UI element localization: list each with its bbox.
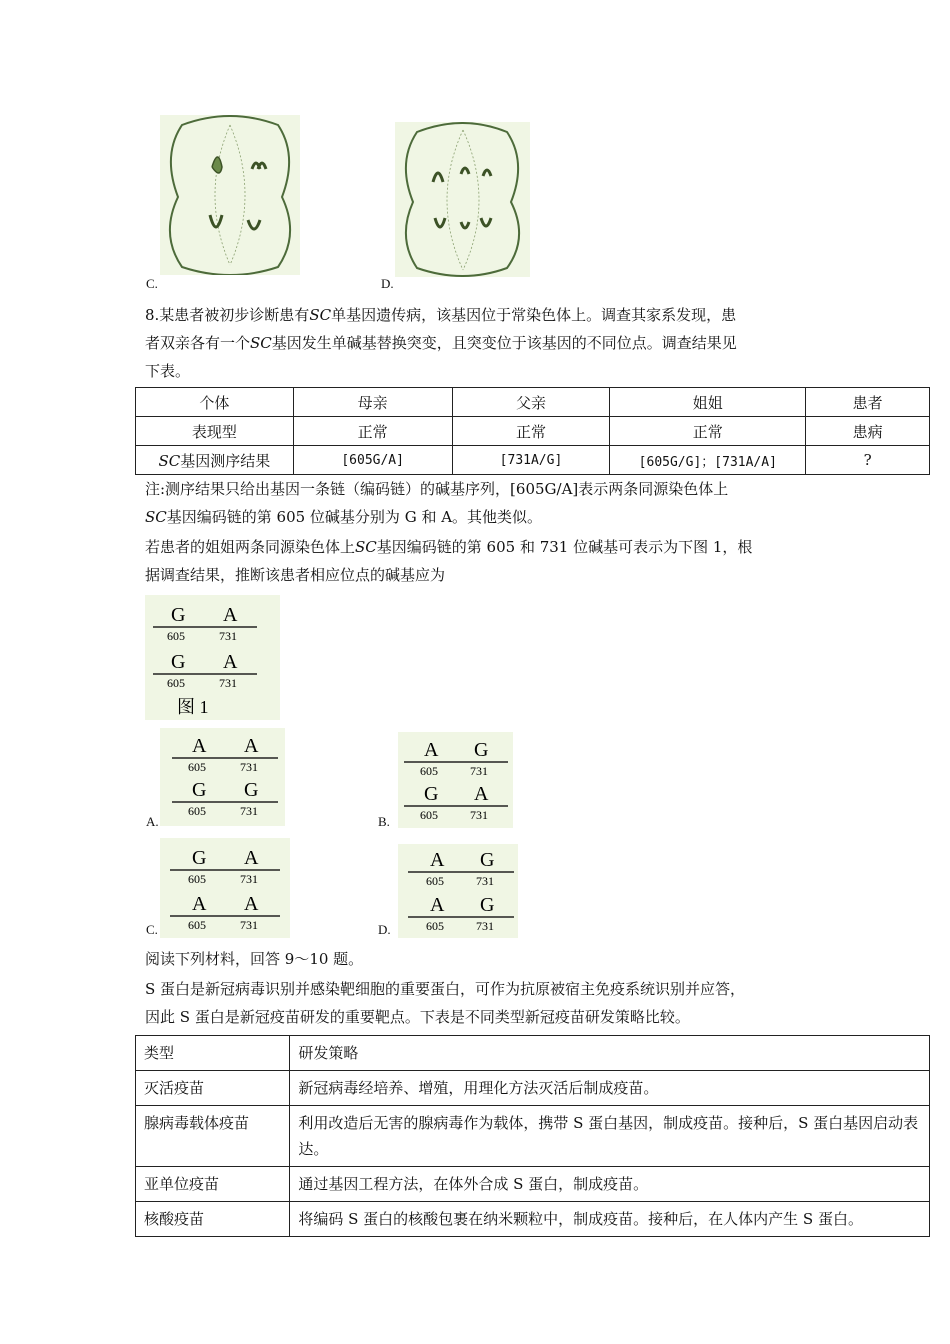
table-cell: 正常	[293, 417, 452, 446]
note-line2-text: 基因编码链的第 605 位碱基分别为 G 和 A。其他类似。	[166, 508, 543, 526]
option-d-svg	[398, 844, 518, 938]
option-b-figure	[398, 732, 513, 828]
table-cell	[136, 446, 294, 475]
table-cell: [731A/G]	[452, 446, 610, 475]
header-cell: 研发策略	[290, 1036, 930, 1071]
row3-label: 基因测序结果	[180, 451, 271, 470]
option-d-label: D.	[378, 922, 391, 937]
pos-label: 605	[426, 874, 444, 888]
header-cell: 个体	[136, 388, 294, 417]
option-b-label: B.	[378, 814, 390, 829]
option-c-figure	[160, 838, 290, 938]
table-cell: 腺病毒载体疫苗	[136, 1106, 290, 1167]
header-cell: 父亲	[452, 388, 610, 417]
cell-d-svg	[395, 122, 530, 277]
cell-diagram-d	[395, 122, 530, 277]
table-cell: 灭活疫苗	[136, 1071, 290, 1106]
option-a-label: A.	[146, 814, 159, 829]
base: G	[192, 779, 207, 801]
note-line4: 据调查结果，推断该患者相应位点的碱基应为	[145, 566, 446, 584]
base: G	[192, 847, 207, 869]
base: G	[424, 783, 439, 805]
pos-label: 731	[470, 808, 488, 822]
table-row	[136, 388, 930, 417]
pos-label: 605	[188, 872, 206, 886]
option-c-label-top: C.	[146, 276, 158, 291]
q8-line1	[145, 304, 736, 326]
pos-605-top: 605	[167, 629, 185, 643]
pos-label: 605	[188, 918, 206, 932]
table-row	[136, 1202, 930, 1237]
table-row	[136, 1071, 930, 1106]
pos-label: 731	[240, 872, 258, 886]
base: G	[244, 779, 259, 801]
header-cell: 姐姐	[610, 388, 806, 417]
base: A	[244, 893, 259, 915]
base: A	[192, 893, 207, 915]
passage-line3: 因此 S 蛋白是新冠疫苗研发的重要靶点。下表是不同类型新冠疫苗研发策略比较。	[145, 1008, 690, 1026]
table-cell: 患病	[806, 417, 930, 446]
header-cell: 类型	[136, 1036, 290, 1071]
sc-term: SC	[158, 451, 181, 470]
base: A	[430, 894, 445, 916]
sc-term: SC	[145, 508, 167, 526]
figure-1-svg	[145, 595, 280, 720]
pos-label: 731	[240, 918, 258, 932]
table-cell: 正常	[610, 417, 806, 446]
table-row	[136, 1167, 930, 1202]
table-cell: 将编码 S 蛋白的核酸包裹在纳米颗粒中，制成疫苗。接种后，在人体内产生 S 蛋白。	[290, 1202, 930, 1237]
table-cell: 亚单位疫苗	[136, 1167, 290, 1202]
option-b-svg	[398, 732, 513, 828]
note-line3	[145, 536, 752, 558]
base-731-top: A	[223, 604, 238, 626]
option-c-label: C.	[146, 922, 158, 937]
note-line1: 注:测序结果只给出基因一条链（编码链）的碱基序列，[605G/A]表示两条同源染色体上	[145, 480, 729, 498]
base: A	[192, 735, 207, 757]
base-605-bottom: G	[171, 651, 186, 673]
cell-diagram-c	[160, 115, 300, 275]
pos-label: 731	[470, 764, 488, 778]
base-605-top: G	[171, 604, 186, 626]
pos-605-bottom: 605	[167, 676, 185, 690]
q8-line1-a: 8.某患者被初步诊断患有	[145, 306, 310, 324]
note-line3-b: 基因编码链的第 605 和 731 位碱基可表示为下图 1，根	[376, 538, 753, 556]
table-row	[136, 417, 930, 446]
table-cell: [605G/A]	[293, 446, 452, 475]
figure-1-caption: 图 1	[177, 697, 209, 717]
base: A	[424, 739, 439, 761]
pos-label: 731	[240, 804, 258, 818]
table-cell: 利用改造后无害的腺病毒作为载体，携带 S 蛋白基因，制成疫苗。接种后，S 蛋白基因启动表达。	[290, 1106, 930, 1167]
pos-731-top: 731	[219, 629, 237, 643]
sc-term: SC	[355, 538, 377, 556]
base-731-bottom: A	[223, 651, 238, 673]
pos-label: 731	[476, 874, 494, 888]
option-a-svg	[160, 728, 285, 826]
base: G	[480, 849, 495, 871]
table-cell: 表现型	[136, 417, 294, 446]
figure-1	[145, 595, 280, 720]
note-line3-a: 若患者的姐姐两条同源染色体上	[145, 538, 356, 556]
header-cell: 母亲	[293, 388, 452, 417]
pos-label: 605	[188, 760, 206, 774]
option-d-label-top: D.	[381, 276, 394, 291]
pos-label: 605	[426, 919, 444, 933]
q8-line3: 下表。	[145, 362, 191, 380]
base: A	[430, 849, 445, 871]
header-cell: 患者	[806, 388, 930, 417]
sc-term: SC	[309, 306, 332, 324]
option-c-svg	[160, 838, 290, 938]
base: A	[244, 847, 259, 869]
pos-label: 605	[420, 764, 438, 778]
base: A	[244, 735, 259, 757]
base: G	[474, 739, 489, 761]
table-cell: 新冠病毒经培养、增殖，用理化方法灭活后制成疫苗。	[290, 1071, 930, 1106]
pos-label: 731	[240, 760, 258, 774]
pos-label: 731	[476, 919, 494, 933]
table-cell: ?	[806, 446, 930, 475]
cell-c-svg	[160, 115, 300, 275]
table-row	[136, 446, 930, 475]
table-cell: 核酸疫苗	[136, 1202, 290, 1237]
q8-line2-a: 者双亲各有一个	[145, 334, 251, 352]
pos-label: 605	[188, 804, 206, 818]
sequencing-table	[135, 387, 930, 475]
table-cell: 通过基因工程方法，在体外合成 S 蛋白，制成疫苗。	[290, 1167, 930, 1202]
table-row	[136, 1036, 930, 1071]
q8-line2	[145, 332, 737, 354]
option-d-figure	[398, 844, 518, 938]
note-line2	[145, 506, 542, 528]
base: A	[474, 783, 489, 805]
base: G	[480, 894, 495, 916]
option-a-figure	[160, 728, 285, 826]
pos-731-bottom: 731	[219, 676, 237, 690]
sc-term: SC	[250, 334, 272, 352]
q8-line2-b: 基因发生单碱基替换突变，且突变位于该基因的不同位点。调查结果见	[271, 334, 737, 352]
table-cell: 正常	[452, 417, 610, 446]
table-row	[136, 1106, 930, 1167]
passage-line2: S 蛋白是新冠病毒识别并感染靶细胞的重要蛋白，可作为抗原被宿主免疫系统识别并应答，	[145, 980, 746, 998]
q8-line1-b: 单基因遗传病，该基因位于常染色体上。调查其家系发现，患	[331, 306, 737, 324]
table-cell: [605G/G]；[731A/A]	[610, 446, 806, 475]
pos-label: 605	[420, 808, 438, 822]
vaccine-strategy-table	[135, 1035, 930, 1237]
passage-line1: 阅读下列材料，回答 9～10 题。	[145, 950, 364, 968]
